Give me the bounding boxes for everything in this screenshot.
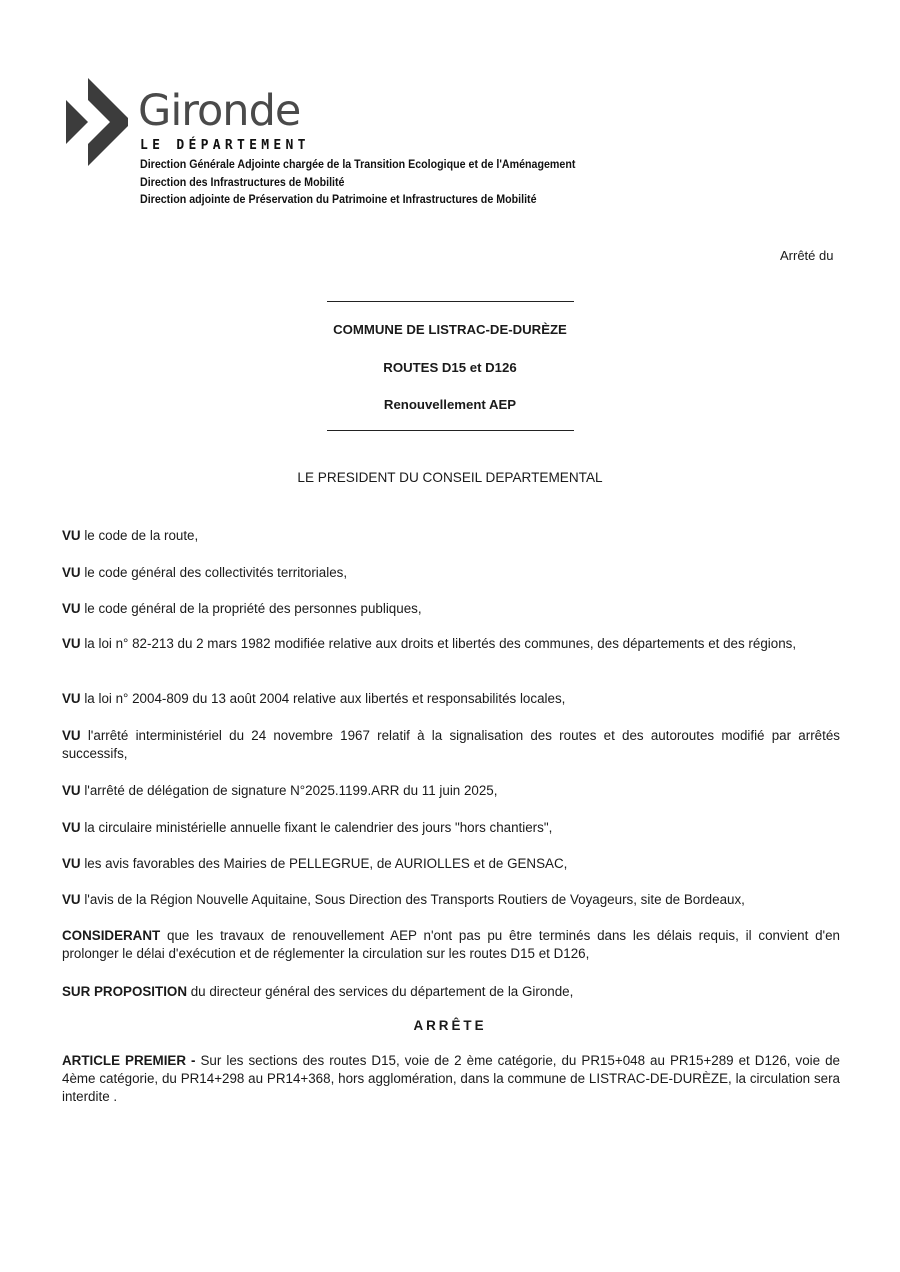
article-lead: ARTICLE PREMIER - <box>62 1053 196 1068</box>
visa-paragraph <box>62 727 840 763</box>
brand-subtitle: LE DÉPARTEMENT <box>140 138 310 153</box>
arrete-heading: ARRÊTE <box>413 1018 487 1033</box>
visa-lead: VU <box>62 528 81 543</box>
visa-lead: VU <box>62 820 81 835</box>
visa-paragraph <box>62 527 840 545</box>
visa-text: les avis favorables des Mairies de PELLEGRUE, de AURIOLLES et de GENSAC, <box>80 856 568 871</box>
gironde-logo-icon <box>66 78 136 166</box>
visa-lead: VU <box>62 728 81 743</box>
visa-paragraph <box>62 819 840 837</box>
visa-text: l'avis de la Région Nouvelle Aquitaine, Sous Direction des Transports Routiers de Voyageurs, site de Bordeaux, <box>80 892 745 907</box>
visa-lead: VU <box>62 636 81 651</box>
article-premier <box>62 1052 840 1106</box>
considerant-text: que les travaux de renouvellement AEP n'ont pas pu être terminés dans les délais requis, il convient d'en prolonger le délai d'exécution et de réglementer la circulation sur les routes D15 et D126, <box>62 928 840 961</box>
visa-text: le code de la route, <box>80 528 199 543</box>
considerant-lead: CONSIDERANT <box>62 928 161 943</box>
visa-text: le code général de la propriété des personnes publiques, <box>80 601 422 616</box>
proposition-lead: SUR PROPOSITION <box>62 984 187 999</box>
visa-paragraph <box>62 855 840 873</box>
proposition-paragraph <box>62 983 840 1001</box>
visa-text: la loi n° 82-213 du 2 mars 1982 modifiée relative aux droits et libertés des communes, des départements et des régions, <box>80 636 797 651</box>
proposition-text: du directeur général des services du département de la Gironde, <box>187 984 574 999</box>
commune-title: COMMUNE DE LISTRAC-DE-DURÈZE <box>333 322 567 337</box>
divider <box>327 430 574 431</box>
arrete-date-label: Arrêté du <box>780 248 834 263</box>
visa-paragraph <box>62 782 840 800</box>
direction-line: Direction adjointe de Préservation du Patrimoine et Infrastructures de Mobilité <box>140 193 537 206</box>
visa-lead: VU <box>62 565 81 580</box>
president-heading: LE PRESIDENT DU CONSEIL DEPARTEMENTAL <box>297 470 603 485</box>
visa-text: la loi n° 2004-809 du 13 août 2004 relative aux libertés et responsabilités locales, <box>80 691 566 706</box>
visa-lead: VU <box>62 892 81 907</box>
visa-lead: VU <box>62 783 81 798</box>
brand-name: Gironde <box>138 86 301 136</box>
visa-lead: VU <box>62 601 81 616</box>
visa-text: le code général des collectivités territoriales, <box>80 565 348 580</box>
article-text: Sur les sections des routes D15, voie de 2 ème catégorie, du PR15+048 au PR15+289 et D126, voie de 4ème catégorie, du PR14+298 au PR14+368, hors agglomération, dans la commune de LISTRAC-DE-DURÈZE, la circulation sera interdite . <box>62 1053 840 1104</box>
visa-paragraph <box>62 690 840 708</box>
visa-paragraph <box>62 635 840 653</box>
visa-paragraph <box>62 891 840 909</box>
considerant-paragraph <box>62 927 840 963</box>
routes-title: ROUTES D15 et D126 <box>383 360 517 375</box>
visa-paragraph <box>62 564 840 582</box>
visa-text: l'arrêté de délégation de signature N°2025.1199.ARR du 11 juin 2025, <box>80 783 498 798</box>
directions-block <box>140 156 575 209</box>
visa-paragraph <box>62 600 840 618</box>
visa-lead: VU <box>62 856 81 871</box>
visa-text: la circulaire ministérielle annuelle fixant le calendrier des jours "hors chantiers", <box>80 820 553 835</box>
object-title: Renouvellement AEP <box>383 397 517 412</box>
visa-text: l'arrêté interministériel du 24 novembre 1967 relatif à la signalisation des routes et des autoroutes modifié par arrêtés successifs, <box>62 728 840 761</box>
divider <box>327 301 574 302</box>
direction-line: Direction Générale Adjointe chargée de la Transition Ecologique et de l'Aménagement <box>140 158 576 171</box>
direction-line: Direction des Infrastructures de Mobilité <box>140 175 345 189</box>
visa-lead: VU <box>62 691 81 706</box>
